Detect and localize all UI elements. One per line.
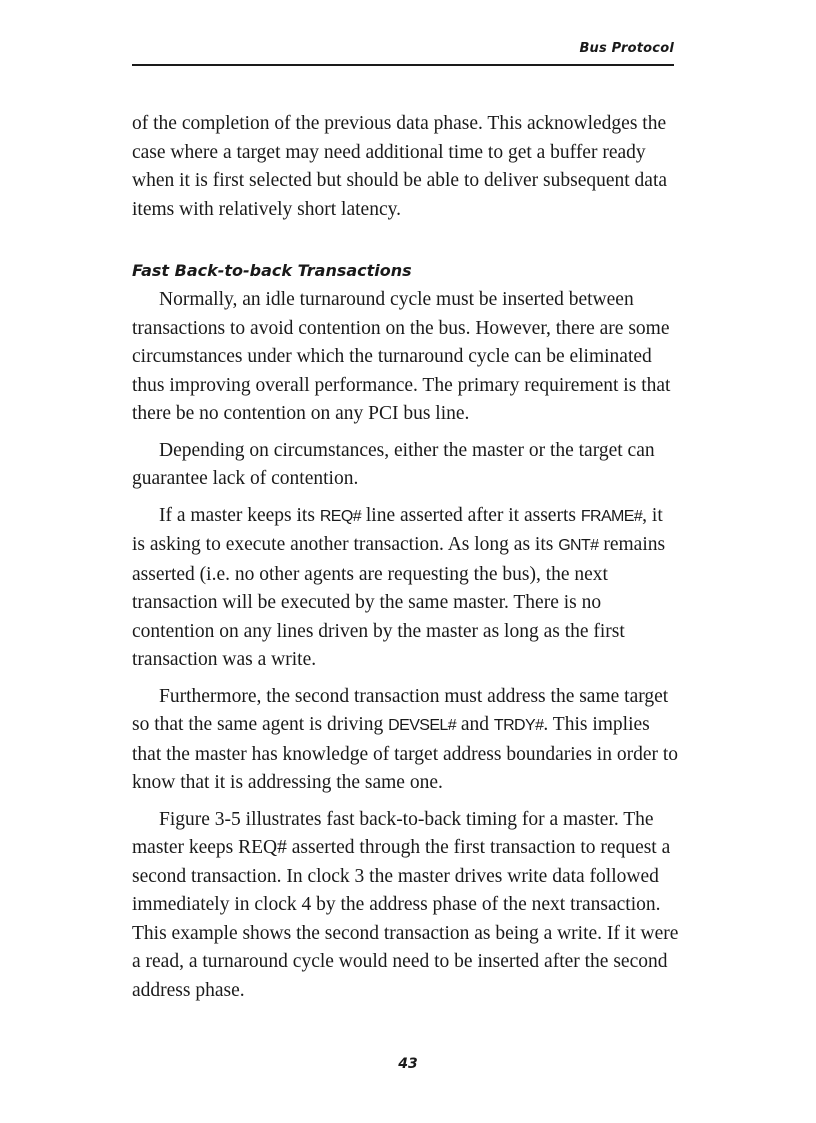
paragraph-4-text-3: . This implies that the master has knowledge of target address boundaries in order to know that it is addressing the same one. [132, 714, 679, 793]
paragraph-3-text-3: , it is asking to execute another transaction. As long as its [132, 504, 663, 555]
running-header-title: Bus Protocol [579, 41, 674, 56]
section-heading: Fast Back-to-back Transactions [132, 261, 412, 280]
paragraph-continued: of the completion of the previous data phase. This acknowledges the case where a target may need additional time to get a buffer ready when it is first selected but should be able to deliver subsequent data items with relatively short latency. [132, 113, 668, 220]
running-header [132, 40, 674, 66]
page-number: 43 [398, 1056, 418, 1072]
signal-req: REQ# [319, 507, 361, 525]
signal-trdy: TRDY# [493, 717, 544, 734]
signal-devsel: DEVSEL# [388, 717, 457, 734]
paragraph-4-text-1: Furthermore, the second transaction must address the same target so that the same agent is driving [132, 685, 669, 735]
signal-frame: FRAME# [580, 507, 643, 525]
paragraph-4 [132, 683, 680, 798]
paragraph-1: Normally, an idle turnaround cycle must be inserted between transactions to avoid contention on the bus. However, there are some circumstances under which the turnaround cycle can be eliminated thus improving overall performance. The primary requirement is that there be no contention on any PCI bus line. [132, 289, 671, 424]
paragraph-3-text-1: If a master keeps its [159, 504, 320, 526]
body-text [132, 110, 680, 1013]
paragraph-2: Depending on circumstances, either the master or the target can guarantee lack of contention. [132, 439, 655, 489]
paragraph-4-text-2: and [456, 714, 494, 735]
paragraph-3 [132, 502, 680, 675]
signal-gnt: GNT# [558, 537, 599, 554]
paragraph-3-text-2: line asserted after it asserts [361, 504, 581, 526]
paragraph-5: Figure 3-5 illustrates fast back-to-back timing for a master. The master keeps REQ# asserted through the first transaction to request a second transaction. In clock 3 the master drives write data followed immediately in clock 4 by the address phase of the next transaction. This example shows the second transaction as being a write. If it were a read, a turnaround cycle would need to be inserted after the second address phase. [132, 808, 679, 1001]
paragraph-3-text-4: remains asserted (i.e. no other agents are requesting the bus), the next transaction will be executed by the same master. There is no contention on any lines driven by the master as long as the first transaction was a write. [132, 534, 666, 670]
